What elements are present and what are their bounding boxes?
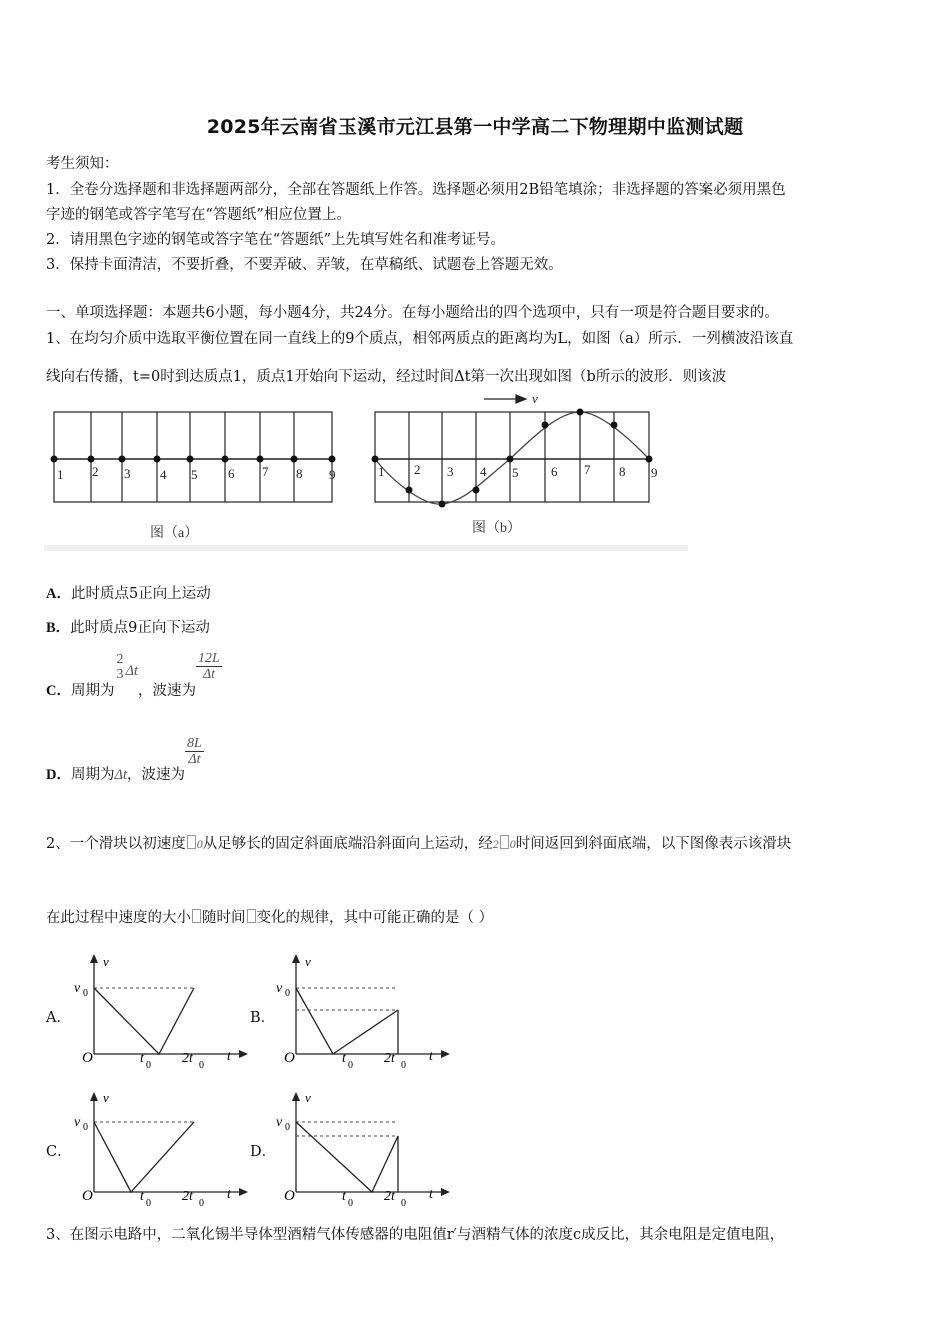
velocity-curve xyxy=(296,988,398,1054)
option-letter: D． xyxy=(46,767,71,783)
svg-text:0: 0 xyxy=(285,988,290,999)
svg-text:0: 0 xyxy=(146,1198,151,1209)
svg-text:0: 0 xyxy=(348,1060,353,1071)
svg-text:t: t xyxy=(227,1187,231,1202)
figure-b-caption: 图（b） xyxy=(472,521,521,536)
svg-text:0: 0 xyxy=(83,1122,88,1133)
figure-b-labels xyxy=(378,462,658,480)
graph-c xyxy=(74,1090,248,1209)
point-label: 5 xyxy=(512,465,519,480)
velocity-curve xyxy=(296,1122,398,1192)
svg-text:0: 0 xyxy=(401,1060,406,1071)
svg-text:t: t xyxy=(227,1049,231,1064)
svg-text:0: 0 xyxy=(199,1198,204,1209)
point-label: 7 xyxy=(584,462,591,477)
point-label: 1 xyxy=(378,464,385,479)
svg-text:0: 0 xyxy=(83,988,88,999)
svg-text:t: t xyxy=(140,1051,144,1066)
option-sep: ，波速为 xyxy=(138,683,197,699)
velocity-curve xyxy=(94,988,194,1054)
point-label: 9 xyxy=(651,465,658,480)
q1-line-2: 线向右传播，t=0时到达质点1，质点1开始向下运动，经过时间Δt第一次出现如图（b所示的波形．则该波 xyxy=(46,369,727,385)
point-label: 3 xyxy=(447,464,454,479)
svg-text:0: 0 xyxy=(199,1060,204,1071)
velocity-label: v xyxy=(532,391,538,406)
point-label: 6 xyxy=(228,466,235,481)
notice-line-1: 1．全卷分选择题和非选择题两部分，全部在答题纸上作答。选择题必须用2B铅笔填涂；非选择题的答案必须用黑色 xyxy=(46,182,786,198)
svg-text:t: t xyxy=(342,1189,346,1204)
svg-text:0: 0 xyxy=(401,1198,406,1209)
svg-text:v: v xyxy=(276,1115,283,1130)
point-label: 9 xyxy=(329,467,336,482)
point-label: 6 xyxy=(551,464,558,479)
point-label: 8 xyxy=(296,466,303,481)
point-label: 2 xyxy=(414,462,421,477)
q1-option-b[interactable] xyxy=(46,616,210,637)
q2-line-2: 在此过程中速度的大小 随时间 变化的规律，其中可能正确的是（ ） xyxy=(46,910,494,926)
q2-option-c[interactable]: C． xyxy=(46,1144,72,1160)
svg-text:2t: 2t xyxy=(182,1189,193,1204)
graph-a xyxy=(74,954,248,1071)
point-label: 4 xyxy=(480,464,487,479)
svg-text:t: t xyxy=(429,1049,433,1064)
point-label: 1 xyxy=(57,467,64,482)
q1-figure xyxy=(44,388,690,554)
q2-option-a[interactable]: A． xyxy=(46,1010,71,1026)
fraction-8l-dt: $\frac{8L}{\Delta t}$ xyxy=(187,736,202,767)
svg-text:v: v xyxy=(305,1090,311,1105)
svg-text:0: 0 xyxy=(146,1060,151,1071)
fraction-12l-dt: $\frac{12L}{\Delta t}$ xyxy=(198,651,220,682)
svg-text:2t: 2t xyxy=(384,1051,395,1066)
graph-d xyxy=(276,1090,450,1209)
svg-text:0: 0 xyxy=(348,1198,353,1209)
q1-option-d[interactable] xyxy=(46,735,204,785)
figure-b-dots xyxy=(372,409,653,508)
svg-text:t: t xyxy=(342,1051,346,1066)
svg-text:v: v xyxy=(103,954,109,969)
point-label: 7 xyxy=(262,464,269,479)
svg-text:t: t xyxy=(429,1187,433,1202)
figure-a-grid xyxy=(54,412,332,502)
option-pre: 周期为 xyxy=(70,767,115,783)
point-label: 3 xyxy=(124,466,131,481)
svg-text:2t: 2t xyxy=(384,1189,395,1204)
q3-line-1: 3、在图示电路中，二氧化锡半导体型酒精气体传感器的电阻值r′与酒精气体的浓度c成反比，其余电阻是定值电阻， xyxy=(46,1227,785,1243)
option-letter: A． xyxy=(46,586,71,602)
q1-option-a[interactable] xyxy=(46,582,211,603)
svg-text:t: t xyxy=(140,1189,144,1204)
delta-t: Δt xyxy=(114,767,128,783)
svg-text:O: O xyxy=(82,1050,93,1066)
svg-text:O: O xyxy=(82,1188,93,1204)
q2-option-d[interactable]: D． xyxy=(250,1144,277,1160)
svg-text:O: O xyxy=(284,1188,295,1204)
q1-option-c[interactable] xyxy=(46,650,222,700)
svg-text:O: O xyxy=(284,1050,295,1066)
point-label: 2 xyxy=(92,464,99,479)
fraction-two-thirds: 2 3 xyxy=(116,651,124,682)
svg-text:0: 0 xyxy=(285,1122,290,1133)
notice-line-4: 3．保持卡面清洁，不要折叠，不要弄破、弄皱，在草稿纸、试题卷上答题无效。 xyxy=(46,257,563,273)
option-sep: ，波速为 xyxy=(127,767,186,783)
section-heading: 一、单项选择题：本题共6小题，每小题4分，共24分。在每小题给出的四个选项中，只有一项是符合题目要求的。 xyxy=(46,305,779,321)
svg-text:v: v xyxy=(74,981,81,996)
q1-line-1: 1、在均匀介质中选取平衡位置在同一直线上的9个质点，相邻两质点的距离均为L，如图（a）所示．一列横波沿该直 xyxy=(46,331,794,347)
missing-glyph-icon xyxy=(187,835,196,849)
missing-glyph-icon xyxy=(500,835,509,849)
option-pre: 周期为 xyxy=(70,683,115,699)
option-text: 此时质点5正向上运动 xyxy=(70,586,211,602)
svg-text:v: v xyxy=(103,1090,109,1105)
missing-glyph-icon xyxy=(192,909,201,923)
option-text: 此时质点9正向下运动 xyxy=(70,620,210,636)
notice-heading: 考生须知： xyxy=(46,156,119,172)
velocity-arrow xyxy=(484,395,526,403)
svg-text:2t: 2t xyxy=(182,1051,193,1066)
missing-glyph-icon xyxy=(247,909,256,923)
notice-line-3: 2．请用黑色字迹的钢笔或答字笔在“答题纸”上先填写姓名和准考证号。 xyxy=(46,232,506,248)
svg-text:v: v xyxy=(305,954,311,969)
svg-text:v: v xyxy=(74,1115,81,1130)
option-letter: B． xyxy=(46,620,71,636)
figure-a-caption: 图（a） xyxy=(150,526,199,541)
figure-bottom-bar xyxy=(44,545,688,551)
point-label: 5 xyxy=(191,467,198,482)
q2-graphs xyxy=(74,950,454,1212)
point-label: 4 xyxy=(160,467,167,482)
point-label: 8 xyxy=(619,464,626,479)
delta-t: Δt xyxy=(125,663,139,679)
svg-text:v: v xyxy=(276,981,283,996)
q2-option-b[interactable]: B． xyxy=(250,1010,276,1026)
velocity-curve xyxy=(94,1122,194,1192)
graph-b xyxy=(276,954,450,1071)
q2-line-1: 2、一个滑块以初速度 0从足够长的固定斜面底端沿斜面向上运动，经2 0时间返回到斜面底端，以下图像表示该滑块 xyxy=(46,836,792,852)
notice-line-2: 字迹的钢笔或答字笔写在“答题纸”相应位置上。 xyxy=(46,207,351,223)
option-letter: C． xyxy=(46,683,71,699)
figure-a-dots xyxy=(51,456,336,463)
page-title: 2025年云南省玉溪市元江县第一中学高二下物理期中监测试题 xyxy=(206,116,744,138)
